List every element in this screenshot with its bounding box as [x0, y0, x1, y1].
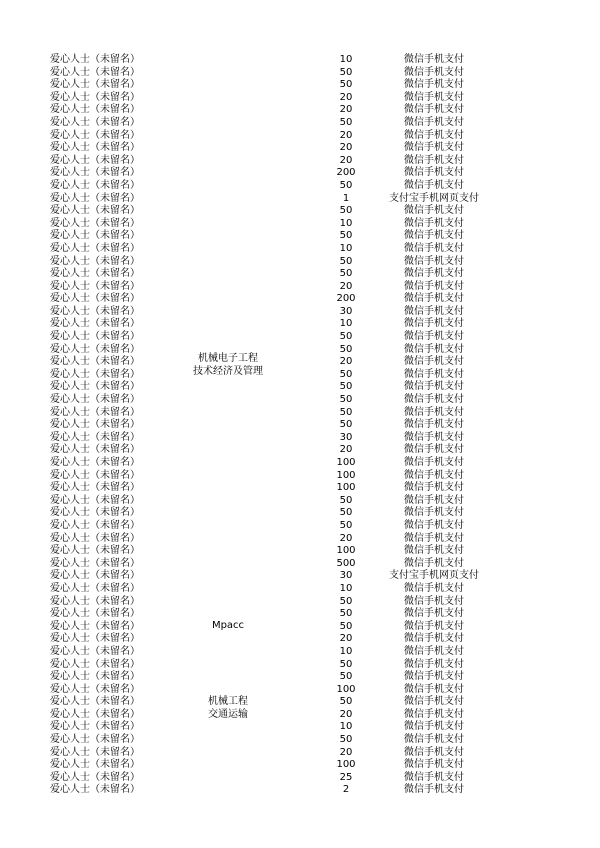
donation-table: [0, 54, 600, 797]
table-row: [0, 520, 600, 533]
donation-amount: 20: [339, 280, 353, 292]
table-row: [0, 293, 600, 306]
donation-amount: 10: [339, 318, 353, 330]
donation-amount: 50: [339, 419, 353, 431]
donor-name: 爱心人士（未留名）: [50, 746, 140, 758]
table-row: [0, 709, 600, 722]
donation-amount: 50: [339, 66, 353, 78]
table-row: [0, 533, 600, 546]
payment-method: 微信手机支付: [404, 444, 464, 456]
donation-amount: 10: [339, 217, 353, 229]
payment-method: 微信手机支付: [404, 116, 464, 128]
payment-method: 微信手机支付: [404, 633, 464, 645]
payment-method: 微信手机支付: [404, 54, 464, 65]
donor-name: 爱心人士（未留名）: [50, 268, 140, 280]
table-row: [0, 369, 600, 382]
table-row: [0, 407, 600, 420]
payment-method: 微信手机支付: [404, 280, 464, 292]
table-row: [0, 130, 600, 143]
donation-amount: 50: [339, 519, 353, 531]
payment-method: 微信手机支付: [404, 734, 464, 746]
table-row: [0, 633, 600, 646]
table-row: [0, 155, 600, 168]
donation-amount: 10: [339, 242, 353, 254]
table-row: [0, 659, 600, 672]
donor-name: 爱心人士（未留名）: [50, 696, 140, 708]
payment-method: 微信手机支付: [404, 532, 464, 544]
donation-amount: 100: [336, 457, 356, 468]
table-row: [0, 356, 600, 369]
donor-name: 爱心人士（未留名）: [50, 482, 140, 494]
payment-method: 微信手机支付: [404, 255, 464, 267]
payment-method: 微信手机支付: [404, 66, 464, 78]
donor-name: 爱心人士（未留名）: [50, 683, 140, 695]
donor-name: 爱心人士（未留名）: [50, 167, 140, 179]
payment-method: 微信手机支付: [404, 683, 464, 695]
donor-name: 爱心人士（未留名）: [50, 557, 140, 569]
payment-method: 微信手机支付: [404, 645, 464, 657]
donor-name: 爱心人士（未留名）: [50, 116, 140, 128]
table-row: [0, 230, 600, 243]
table-row: [0, 432, 600, 445]
donor-name: 爱心人士（未留名）: [50, 142, 140, 154]
group-label-line: 机械电子工程: [198, 353, 258, 364]
donation-rows: [0, 54, 600, 797]
payment-method: 微信手机支付: [404, 482, 464, 494]
payment-method: 微信手机支付: [404, 293, 464, 305]
group-label-line: 机械工程: [208, 696, 248, 707]
donor-name: 爱心人士（未留名）: [50, 66, 140, 78]
donor-name: 爱心人士（未留名）: [50, 570, 140, 582]
donor-name: 爱心人士（未留名）: [50, 784, 140, 796]
table-row: [0, 67, 600, 80]
payment-method: 微信手机支付: [404, 784, 464, 796]
table-row: [0, 696, 600, 709]
donation-amount: 50: [339, 507, 353, 519]
donor-name: 爱心人士（未留名）: [50, 444, 140, 456]
payment-method: 微信手机支付: [404, 469, 464, 481]
table-row: [0, 331, 600, 344]
donor-name: 爱心人士（未留名）: [50, 79, 140, 91]
payment-method: 微信手机支付: [404, 431, 464, 443]
donor-name: 爱心人士（未留名）: [50, 582, 140, 594]
table-row: [0, 104, 600, 117]
donor-name: 爱心人士（未留名）: [50, 368, 140, 380]
donor-name: 爱心人士（未留名）: [50, 645, 140, 657]
donation-amount: 50: [339, 620, 353, 632]
donor-name: 爱心人士（未留名）: [50, 759, 140, 771]
group-label-mpacc: [168, 620, 288, 633]
donor-name: 爱心人士（未留名）: [50, 608, 140, 620]
donation-amount: 100: [336, 545, 356, 557]
table-row: [0, 79, 600, 92]
donation-amount: 20: [339, 708, 353, 720]
donation-amount: 50: [339, 116, 353, 128]
payment-method: 微信手机支付: [404, 658, 464, 670]
table-row: [0, 281, 600, 294]
donor-name: 爱心人士（未留名）: [50, 293, 140, 305]
donation-amount: 50: [339, 381, 353, 393]
donation-amount: 200: [336, 167, 356, 179]
donor-name: 爱心人士（未留名）: [50, 179, 140, 191]
payment-method: 微信手机支付: [404, 217, 464, 229]
donation-amount: 30: [339, 431, 353, 443]
donation-amount: 20: [339, 532, 353, 544]
donor-name: 爱心人士（未留名）: [50, 419, 140, 431]
table-row: [0, 721, 600, 734]
donation-amount: 10: [339, 54, 353, 65]
payment-method: 微信手机支付: [404, 91, 464, 103]
payment-method: 微信手机支付: [404, 721, 464, 733]
payment-method: 微信手机支付: [404, 242, 464, 254]
table-row: [0, 218, 600, 231]
group-label-mechanical: [168, 696, 288, 721]
table-row: [0, 684, 600, 697]
table-row: [0, 180, 600, 193]
donation-amount: 20: [339, 142, 353, 154]
donor-name: 爱心人士（未留名）: [50, 457, 140, 468]
donor-name: 爱心人士（未留名）: [50, 91, 140, 103]
donation-amount: 100: [336, 759, 356, 771]
payment-method: 微信手机支付: [404, 419, 464, 431]
table-row: [0, 759, 600, 772]
payment-method: 微信手机支付: [404, 142, 464, 154]
donor-name: 爱心人士（未留名）: [50, 356, 140, 368]
table-row: [0, 470, 600, 483]
donation-amount: 50: [339, 608, 353, 620]
table-row: [0, 344, 600, 357]
donor-name: 爱心人士（未留名）: [50, 318, 140, 330]
payment-method: 微信手机支付: [404, 318, 464, 330]
donation-amount: 50: [339, 406, 353, 418]
donation-amount: 1: [342, 192, 350, 204]
donor-name: 爱心人士（未留名）: [50, 394, 140, 406]
payment-method: 支付宝手机网页支付: [389, 570, 479, 582]
table-row: [0, 381, 600, 394]
donor-name: 爱心人士（未留名）: [50, 104, 140, 116]
donor-name: 爱心人士（未留名）: [50, 431, 140, 443]
donation-amount: 100: [336, 469, 356, 481]
payment-method: 微信手机支付: [404, 167, 464, 179]
donor-name: 爱心人士（未留名）: [50, 532, 140, 544]
donation-amount: 50: [339, 394, 353, 406]
donor-name: 爱心人士（未留名）: [50, 205, 140, 217]
donor-name: 爱心人士（未留名）: [50, 671, 140, 683]
donation-amount: 50: [339, 494, 353, 506]
donation-amount: 20: [339, 746, 353, 758]
donor-name: 爱心人士（未留名）: [50, 519, 140, 531]
donation-amount: 20: [339, 154, 353, 166]
table-row: [0, 318, 600, 331]
donor-name: 爱心人士（未留名）: [50, 469, 140, 481]
donor-name: 爱心人士（未留名）: [50, 154, 140, 166]
donation-amount: 50: [339, 368, 353, 380]
donation-amount: 2: [342, 784, 350, 796]
donation-amount: 50: [339, 734, 353, 746]
payment-method: 微信手机支付: [404, 545, 464, 557]
donation-amount: 30: [339, 570, 353, 582]
payment-method: 微信手机支付: [404, 494, 464, 506]
payment-method: 微信手机支付: [404, 394, 464, 406]
donation-amount: 20: [339, 129, 353, 141]
table-row: [0, 243, 600, 256]
donor-name: 爱心人士（未留名）: [50, 406, 140, 418]
donation-amount: 10: [339, 582, 353, 594]
donor-name: 爱心人士（未留名）: [50, 255, 140, 267]
group-label-mechatronics: [168, 353, 288, 378]
donation-amount: 20: [339, 91, 353, 103]
payment-method: 微信手机支付: [404, 179, 464, 191]
table-row: [0, 747, 600, 760]
donor-name: 爱心人士（未留名）: [50, 343, 140, 355]
donation-amount: 20: [339, 104, 353, 116]
table-row: [0, 54, 600, 67]
table-row: [0, 507, 600, 520]
donor-name: 爱心人士（未留名）: [50, 771, 140, 783]
table-row: [0, 734, 600, 747]
table-row: [0, 306, 600, 319]
donation-amount: 50: [339, 205, 353, 217]
payment-method: 微信手机支付: [404, 104, 464, 116]
table-row: [0, 608, 600, 621]
payment-method: 微信手机支付: [404, 582, 464, 594]
payment-method: 微信手机支付: [404, 331, 464, 343]
payment-method: 微信手机支付: [404, 356, 464, 368]
payment-method: 微信手机支付: [404, 671, 464, 683]
donor-name: 爱心人士（未留名）: [50, 280, 140, 292]
payment-method: 微信手机支付: [404, 771, 464, 783]
payment-method: 微信手机支付: [404, 343, 464, 355]
donation-amount: 50: [339, 343, 353, 355]
table-row: [0, 419, 600, 432]
table-row: [0, 256, 600, 269]
donor-name: 爱心人士（未留名）: [50, 708, 140, 720]
donation-amount: 25: [339, 771, 353, 783]
payment-method: 微信手机支付: [404, 154, 464, 166]
donation-amount: 50: [339, 595, 353, 607]
donor-name: 爱心人士（未留名）: [50, 129, 140, 141]
donor-name: 爱心人士（未留名）: [50, 305, 140, 317]
payment-method: 微信手机支付: [404, 557, 464, 569]
donation-amount: 50: [339, 696, 353, 708]
payment-method: 微信手机支付: [404, 268, 464, 280]
donation-amount: 50: [339, 230, 353, 242]
donor-name: 爱心人士（未留名）: [50, 545, 140, 557]
group-label-line: Mpacc: [211, 620, 245, 631]
payment-method: 微信手机支付: [404, 519, 464, 531]
donor-name: 爱心人士（未留名）: [50, 595, 140, 607]
payment-method: 微信手机支付: [404, 205, 464, 217]
payment-method: 微信手机支付: [404, 230, 464, 242]
donation-amount: 50: [339, 671, 353, 683]
payment-method: 微信手机支付: [404, 406, 464, 418]
payment-method: 微信手机支付: [404, 608, 464, 620]
donor-name: 爱心人士（未留名）: [50, 242, 140, 254]
table-row: [0, 772, 600, 785]
donation-amount: 30: [339, 305, 353, 317]
donation-amount: 500: [336, 557, 356, 569]
table-row: [0, 558, 600, 571]
table-row: [0, 482, 600, 495]
donation-amount: 50: [339, 268, 353, 280]
payment-method: 微信手机支付: [404, 708, 464, 720]
payment-method: 微信手机支付: [404, 595, 464, 607]
payment-method: 微信手机支付: [404, 457, 464, 468]
payment-method: 微信手机支付: [404, 368, 464, 380]
donor-name: 爱心人士（未留名）: [50, 230, 140, 242]
donation-amount: 20: [339, 633, 353, 645]
table-row: [0, 142, 600, 155]
table-row: [0, 596, 600, 609]
group-label-line: 技术经济及管理: [193, 365, 263, 377]
donor-name: 爱心人士（未留名）: [50, 507, 140, 519]
table-row: [0, 583, 600, 596]
donation-amount: 50: [339, 255, 353, 267]
payment-method: 微信手机支付: [404, 305, 464, 317]
table-row: [0, 545, 600, 558]
table-row: [0, 193, 600, 206]
payment-method: 微信手机支付: [404, 759, 464, 771]
group-label-line: 交通运输: [208, 708, 248, 720]
donation-amount: 20: [339, 356, 353, 368]
payment-method: 微信手机支付: [404, 79, 464, 91]
donation-amount: 100: [336, 683, 356, 695]
donor-name: 爱心人士（未留名）: [50, 217, 140, 229]
donor-name: 爱心人士（未留名）: [50, 331, 140, 343]
donation-amount: 50: [339, 79, 353, 91]
table-row: [0, 495, 600, 508]
payment-method: 微信手机支付: [404, 696, 464, 708]
donor-name: 爱心人士（未留名）: [50, 658, 140, 670]
donation-amount: 200: [336, 293, 356, 305]
table-row: [0, 444, 600, 457]
table-row: [0, 570, 600, 583]
donation-amount: 50: [339, 331, 353, 343]
donation-amount: 10: [339, 645, 353, 657]
donor-name: 爱心人士（未留名）: [50, 620, 140, 632]
payment-method: 微信手机支付: [404, 129, 464, 141]
donor-name: 爱心人士（未留名）: [50, 54, 140, 65]
table-row: [0, 268, 600, 281]
donor-name: 爱心人士（未留名）: [50, 494, 140, 506]
donation-amount: 50: [339, 658, 353, 670]
table-row: [0, 457, 600, 470]
donor-name: 爱心人士（未留名）: [50, 192, 140, 204]
donor-name: 爱心人士（未留名）: [50, 721, 140, 733]
payment-method: 微信手机支付: [404, 507, 464, 519]
donation-amount: 50: [339, 179, 353, 191]
donor-name: 爱心人士（未留名）: [50, 633, 140, 645]
payment-method: 微信手机支付: [404, 381, 464, 393]
table-row: [0, 167, 600, 180]
donation-amount: 10: [339, 721, 353, 733]
payment-method: 支付宝手机网页支付: [389, 192, 479, 204]
table-row: [0, 394, 600, 407]
table-row: [0, 117, 600, 130]
table-row: [0, 205, 600, 218]
donor-name: 爱心人士（未留名）: [50, 734, 140, 746]
donor-name: 爱心人士（未留名）: [50, 381, 140, 393]
payment-method: 微信手机支付: [404, 746, 464, 758]
table-row: [0, 671, 600, 684]
table-row: [0, 784, 600, 797]
payment-method: 微信手机支付: [404, 620, 464, 632]
table-row: [0, 621, 600, 634]
donation-amount: 20: [339, 444, 353, 456]
table-row: [0, 92, 600, 105]
table-row: [0, 646, 600, 659]
donation-amount: 100: [336, 482, 356, 494]
